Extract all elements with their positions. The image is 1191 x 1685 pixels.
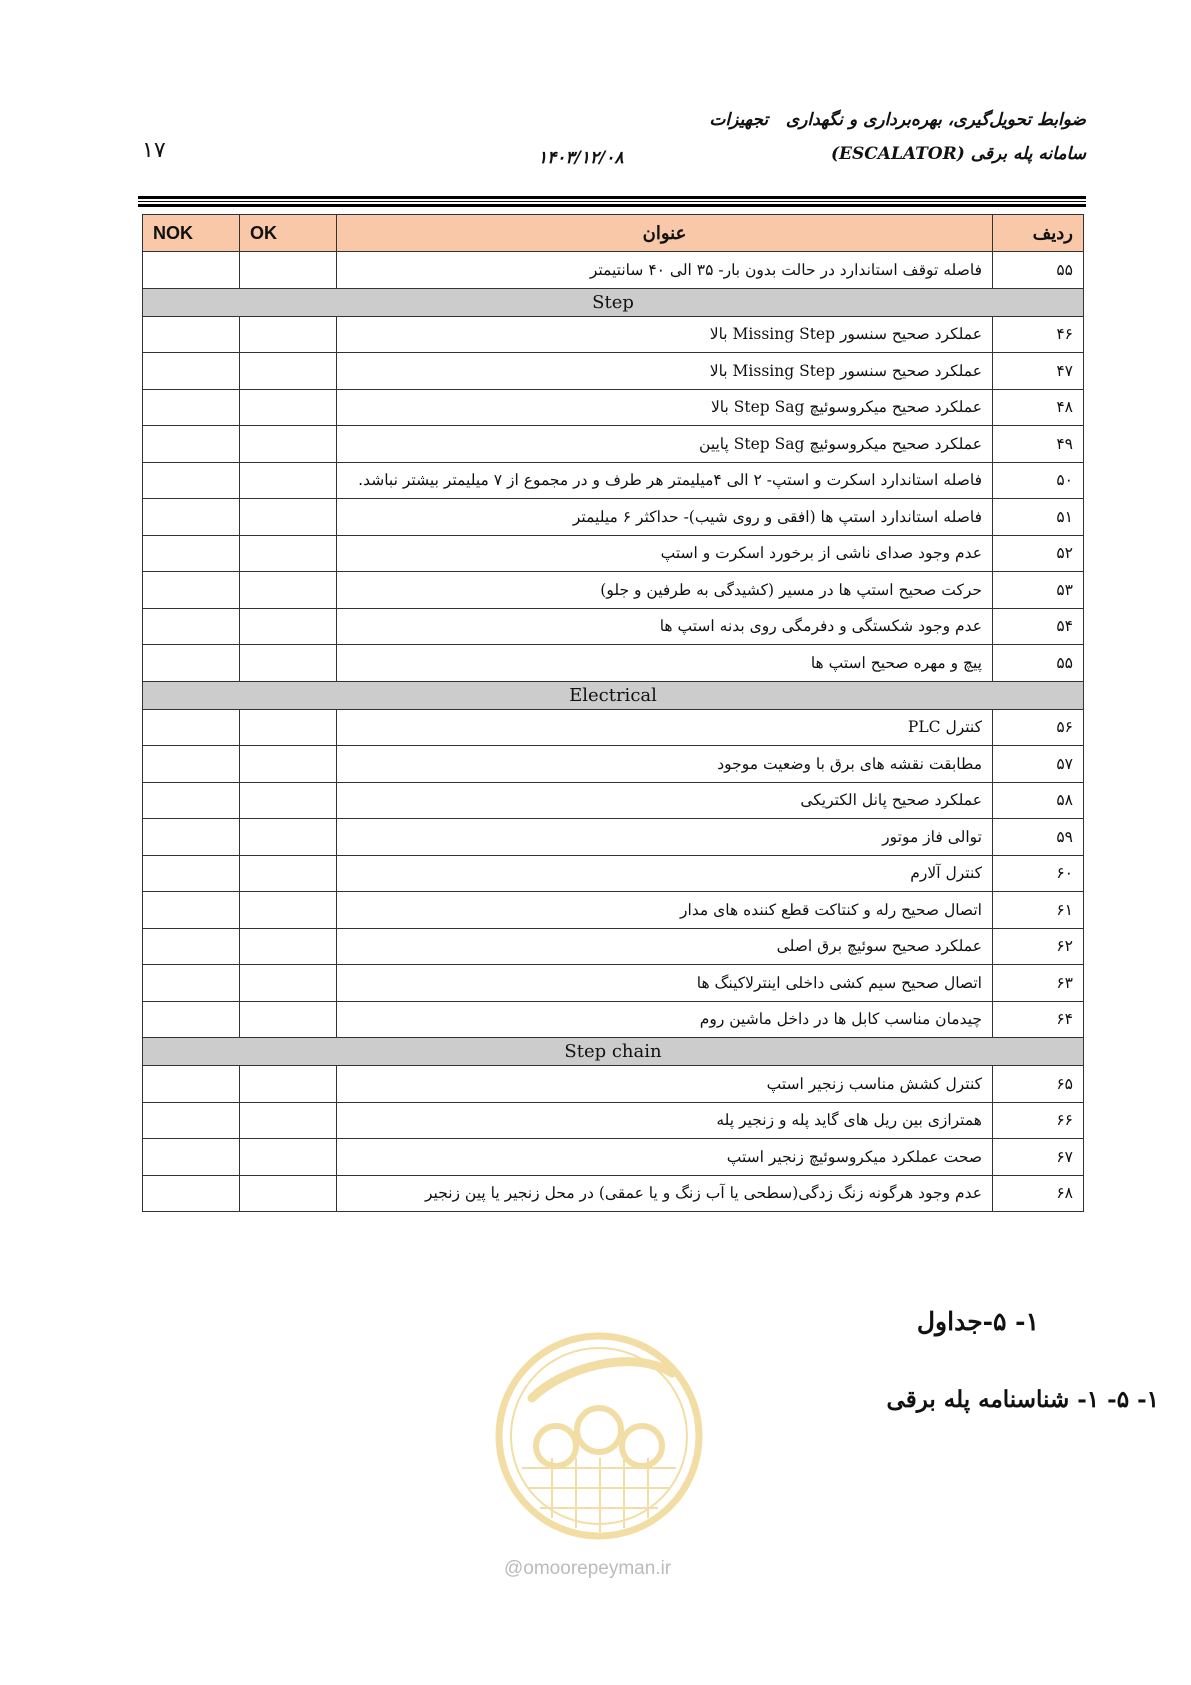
row-title: عملکرد صحیح میکروسوئیچ Step Sag بالا — [337, 389, 993, 426]
document-date: ۱۴۰۳/۱۲/۰۸ — [538, 148, 624, 168]
table-row — [143, 709, 1084, 746]
table-row — [143, 746, 1084, 783]
header-ok: OK — [240, 215, 337, 252]
nok-cell[interactable] — [143, 499, 240, 536]
nok-cell[interactable] — [143, 746, 240, 783]
row-number: ۶۱ — [993, 892, 1084, 929]
ok-cell[interactable] — [240, 389, 337, 426]
ok-cell[interactable] — [240, 462, 337, 499]
ok-cell[interactable] — [240, 1066, 337, 1103]
header-rule — [138, 201, 1086, 202]
ok-cell[interactable] — [240, 535, 337, 572]
header-rule — [138, 204, 1086, 207]
ok-cell[interactable] — [240, 572, 337, 609]
table-row — [143, 608, 1084, 645]
table-row — [143, 389, 1084, 426]
row-title: اتصال صحیح سیم کشی داخلی اینترلاکینگ ها — [337, 965, 993, 1002]
section-label: Step — [143, 288, 1084, 316]
row-title: چیدمان مناسب کابل ها در داخل ماشین روم — [337, 1001, 993, 1038]
header-rule — [138, 196, 1086, 199]
row-title: عملکرد صحیح سنسور Missing Step بالا — [337, 316, 993, 353]
row-number: ۶۲ — [993, 928, 1084, 965]
subsection-heading: ۱- ۵- ۱- شناسنامه پله برقی — [886, 1386, 1159, 1413]
row-title: صحت عملکرد میکروسوئیچ زنجیر استپ — [337, 1139, 993, 1176]
nok-cell[interactable] — [143, 389, 240, 426]
row-title: عدم وجود صدای ناشی از برخورد اسکرت و استپ — [337, 535, 993, 572]
ok-cell[interactable] — [240, 1102, 337, 1139]
nok-cell[interactable] — [143, 1175, 240, 1212]
section-row — [143, 1038, 1084, 1066]
row-title: مطابقت نقشه های برق با وضعیت موجود — [337, 746, 993, 783]
ok-cell[interactable] — [240, 608, 337, 645]
row-number: ۶۳ — [993, 965, 1084, 1002]
table-row — [143, 1175, 1084, 1212]
row-title: کنترل PLC — [337, 709, 993, 746]
row-title: توالی فاز موتور — [337, 819, 993, 856]
section-row — [143, 288, 1084, 316]
nok-cell[interactable] — [143, 782, 240, 819]
row-title: عدم وجود هرگونه زنگ زدگی(سطحی یا آب زنگ و یا عمقی) در محل زنجیر یا پین زنجیر — [337, 1175, 993, 1212]
row-number: ۴۶ — [993, 316, 1084, 353]
table-row — [143, 1001, 1084, 1038]
table-row — [143, 645, 1084, 682]
table-body — [143, 252, 1084, 1212]
title-line-1: ضوابط تحویل‌گیری، بهره‌برداری و نگهداری تجهیزات — [709, 110, 1086, 130]
row-number: ۶۸ — [993, 1175, 1084, 1212]
row-number: ۵۶ — [993, 709, 1084, 746]
nok-cell[interactable] — [143, 965, 240, 1002]
ok-cell[interactable] — [240, 645, 337, 682]
row-title: حرکت صحیح استپ ها در مسیر (کشیدگی به طرفین و جلو) — [337, 572, 993, 609]
ok-cell[interactable] — [240, 316, 337, 353]
table-row — [143, 252, 1084, 289]
table-row — [143, 1102, 1084, 1139]
row-title: عملکرد صحیح میکروسوئیچ Step Sag پایین — [337, 426, 993, 463]
row-title: همترازی بین ریل های گاید پله و زنجیر پله — [337, 1102, 993, 1139]
row-number: ۵۰ — [993, 462, 1084, 499]
nok-cell[interactable] — [143, 426, 240, 463]
row-number: ۴۹ — [993, 426, 1084, 463]
ok-cell[interactable] — [240, 892, 337, 929]
title-line-2: سامانه پله برقی (ESCALATOR) — [830, 144, 1086, 164]
table-row — [143, 1066, 1084, 1103]
ok-cell[interactable] — [240, 1175, 337, 1212]
row-title: عملکرد صحیح سنسور Missing Step بالا — [337, 353, 993, 390]
nok-cell[interactable] — [143, 572, 240, 609]
ok-cell[interactable] — [240, 965, 337, 1002]
row-title: عملکرد صحیح پانل الکتریکی — [337, 782, 993, 819]
ok-cell[interactable] — [240, 782, 337, 819]
nok-cell[interactable] — [143, 819, 240, 856]
page-number: ۱۷ — [142, 138, 166, 163]
ok-cell[interactable] — [240, 426, 337, 463]
table-row — [143, 965, 1084, 1002]
row-number: ۵۷ — [993, 746, 1084, 783]
nok-cell[interactable] — [143, 1066, 240, 1103]
nok-cell[interactable] — [143, 1102, 240, 1139]
nok-cell[interactable] — [143, 252, 240, 289]
ok-cell[interactable] — [240, 499, 337, 536]
nok-cell[interactable] — [143, 645, 240, 682]
nok-cell[interactable] — [143, 892, 240, 929]
row-number: ۶۵ — [993, 1066, 1084, 1103]
row-title: فاصله استاندارد استپ ها (افقی و روی شیب)- حداکثر ۶ میلیمتر — [337, 499, 993, 536]
nok-cell[interactable] — [143, 353, 240, 390]
header-title: عنوان — [337, 215, 993, 252]
table-header-row — [143, 215, 1084, 252]
row-number: ۶۴ — [993, 1001, 1084, 1038]
ok-cell[interactable] — [240, 928, 337, 965]
row-number: ۵۴ — [993, 608, 1084, 645]
row-title: عدم وجود شکستگی و دفرمگی روی بدنه استپ ها — [337, 608, 993, 645]
row-title: کنترل کشش مناسب زنجیر استپ — [337, 1066, 993, 1103]
ok-cell[interactable] — [240, 353, 337, 390]
table-row — [143, 819, 1084, 856]
header-row-number: ردیف — [993, 215, 1084, 252]
nok-cell[interactable] — [143, 462, 240, 499]
table-row — [143, 316, 1084, 353]
ok-cell[interactable] — [240, 1001, 337, 1038]
header-nok: NOK — [143, 215, 240, 252]
nok-cell[interactable] — [143, 709, 240, 746]
nok-cell[interactable] — [143, 535, 240, 572]
watermark-url: @omoorepeyman.ir — [504, 1558, 672, 1579]
table-row — [143, 892, 1084, 929]
ok-cell[interactable] — [240, 746, 337, 783]
ok-cell[interactable] — [240, 819, 337, 856]
nok-cell[interactable] — [143, 1139, 240, 1176]
row-title: کنترل آلارم — [337, 855, 993, 892]
table-row — [143, 426, 1084, 463]
ok-cell[interactable] — [240, 1139, 337, 1176]
row-title: پیچ و مهره صحیح استپ ها — [337, 645, 993, 682]
row-number: ۶۷ — [993, 1139, 1084, 1176]
table-row — [143, 782, 1084, 819]
ok-cell[interactable] — [240, 252, 337, 289]
table-row — [143, 1139, 1084, 1176]
section-row — [143, 681, 1084, 709]
row-number: ۵۹ — [993, 819, 1084, 856]
section-heading: ۱- ۵-جداول — [916, 1307, 1039, 1336]
ok-cell[interactable] — [240, 855, 337, 892]
row-number: ۵۵ — [993, 645, 1084, 682]
row-title: عملکرد صحیح سوئیچ برق اصلی — [337, 928, 993, 965]
row-number: ۵۵ — [993, 252, 1084, 289]
row-number: ۴۸ — [993, 389, 1084, 426]
row-number: ۵۱ — [993, 499, 1084, 536]
row-number: ۴۷ — [993, 353, 1084, 390]
section-label: Electrical — [143, 681, 1084, 709]
table-row — [143, 855, 1084, 892]
table-row — [143, 535, 1084, 572]
nok-cell[interactable] — [143, 928, 240, 965]
row-number: ۵۳ — [993, 572, 1084, 609]
row-title: فاصله استاندارد اسکرت و استپ- ۲ الی ۴میلیمتر هر طرف و در مجموع از ۷ میلیمتر بیشتر نباشد. — [337, 462, 993, 499]
row-number: ۵۲ — [993, 535, 1084, 572]
table-row — [143, 499, 1084, 536]
ok-cell[interactable] — [240, 709, 337, 746]
nok-cell[interactable] — [143, 316, 240, 353]
row-title: اتصال صحیح رله و کنتاکت قطع کننده های مدار — [337, 892, 993, 929]
document-title — [709, 110, 1086, 164]
table-row — [143, 928, 1084, 965]
row-number: ۶۰ — [993, 855, 1084, 892]
checklist-table — [142, 214, 1084, 1212]
nok-cell[interactable] — [143, 855, 240, 892]
table-row — [143, 462, 1084, 499]
table-row — [143, 353, 1084, 390]
table-row — [143, 572, 1084, 609]
row-number: ۶۶ — [993, 1102, 1084, 1139]
nok-cell[interactable] — [143, 1001, 240, 1038]
watermark-logo — [492, 1318, 706, 1554]
nok-cell[interactable] — [143, 608, 240, 645]
row-title: فاصله توقف استاندارد در حالت بدون بار- ۳۵ الی ۴۰ سانتیمتر — [337, 252, 993, 289]
section-label: Step chain — [143, 1038, 1084, 1066]
page-header — [138, 108, 1086, 198]
row-number: ۵۸ — [993, 782, 1084, 819]
